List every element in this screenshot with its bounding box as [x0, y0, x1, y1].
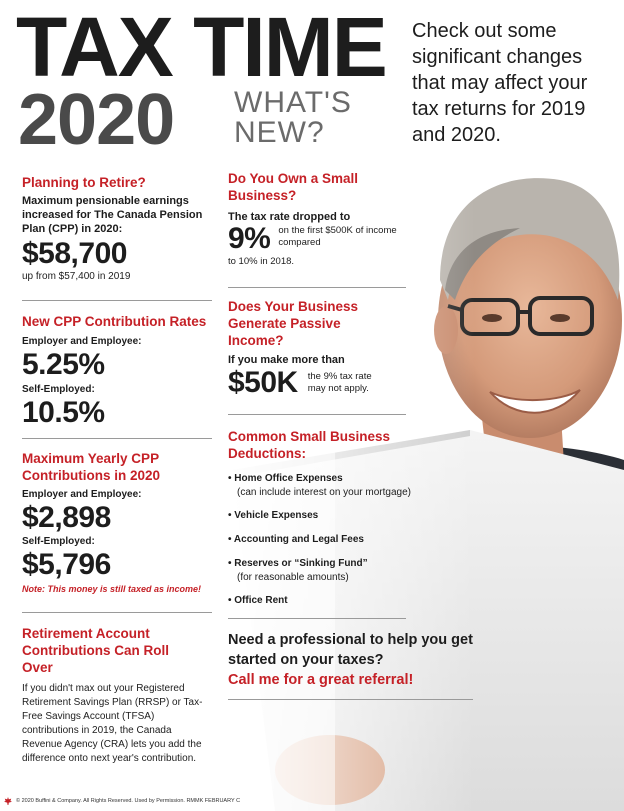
rollover-title: Retirement Account Contributions Can Roll Over: [22, 626, 169, 675]
cta-question: Need a professional to help you get started on your taxes?: [228, 632, 473, 668]
whats-new-heading: [234, 88, 352, 148]
passive-income-lead: If you make more than: [228, 354, 345, 366]
intro-text: Check out some significant changes that may affect your tax returns for 2019 and 2020.: [412, 20, 588, 146]
rates-section: [22, 313, 222, 429]
max-employer-label: Employer and Employee:: [22, 489, 142, 500]
retire-section: [22, 174, 222, 283]
list-item: [228, 529, 418, 547]
small-business-section: [228, 170, 408, 268]
list-item: [228, 553, 418, 584]
list-item: [228, 468, 418, 499]
retire-sub: up from $57,400 in 2019: [22, 271, 131, 282]
deductions-section: [228, 428, 418, 614]
passive-income-section: [228, 298, 418, 399]
rates-employer-value: 5.25%: [22, 348, 105, 381]
deduction-name: • Office Rent: [228, 595, 288, 606]
small-business-tail: to 10% in 2018.: [228, 256, 295, 267]
deductions-list: [228, 468, 418, 608]
rates-self-label: Self-Employed:: [22, 384, 95, 395]
poster-year: 2020: [18, 80, 175, 160]
call-to-action: [228, 630, 478, 690]
income-tax-note: Note: This money is still taxed as income!: [22, 584, 202, 594]
deduction-note: (for reasonable amounts): [237, 572, 349, 583]
cta-referral-line: Call me for a great referral!: [228, 672, 414, 688]
max-contrib-section: [22, 450, 222, 595]
whats-new-line2: NEW?: [234, 116, 325, 149]
divider: [228, 699, 473, 700]
passive-income-threshold: $50K: [228, 366, 298, 399]
deduction-name: • Vehicle Expenses: [228, 510, 318, 521]
max-contrib-title: Maximum Yearly CPP Contributions in 2020: [22, 451, 161, 483]
list-item: [228, 505, 418, 523]
deduction-name: • Home Office Expenses: [228, 473, 343, 484]
small-business-rate: 9%: [228, 222, 271, 255]
divider: [22, 438, 212, 439]
rates-employer-label: Employer and Employee:: [22, 336, 142, 347]
poster-title: TAX TIME: [16, 0, 386, 94]
passive-income-title: Does Your Business Generate Passive Income?: [228, 299, 359, 348]
whats-new-line1: WHAT'S: [234, 86, 352, 119]
small-business-title: Do You Own a Small Business?: [228, 171, 359, 203]
divider: [22, 612, 212, 613]
retire-desc: Maximum pensionable earnings increased for The Canada Pension Plan (CPP) in 2020:: [22, 195, 203, 235]
retire-title: Planning to Retire?: [22, 175, 146, 190]
small-business-lead: The tax rate dropped to: [228, 211, 351, 223]
list-item: [228, 590, 418, 608]
max-self-label: Self-Employed:: [22, 536, 95, 547]
rollover-section: [22, 625, 212, 766]
deductions-title: Common Small Business Deductions:: [228, 429, 391, 461]
retire-amount: $58,700: [22, 237, 127, 270]
divider: [228, 414, 406, 415]
max-self-value: $5,796: [22, 548, 111, 581]
rollover-body: If you didn't max out your Registered Retirement Savings Plan (RRSP) or Tax-Free Savings Account (TFSA) contributions in 2019, the Canada Revenue Agency (CRA) lets you add the difference onto next year's contribution.: [22, 683, 203, 764]
deduction-note: (can include interest on your mortgage): [237, 487, 411, 498]
copyright-footer: © 2020 Buffini & Company. All Rights Reserved. Used by Permission. RMMK FEBRUARY C: [16, 798, 241, 804]
deduction-name: • Accounting and Legal Fees: [228, 534, 364, 545]
max-employer-value: $2,898: [22, 501, 111, 534]
divider: [22, 300, 212, 301]
divider: [228, 618, 406, 619]
passive-income-side: the 9% tax rate may not apply.: [307, 371, 372, 394]
rates-self-value: 10.5%: [22, 396, 105, 429]
maple-leaf-icon: [4, 797, 12, 805]
divider: [228, 287, 406, 288]
rates-title: New CPP Contribution Rates: [22, 314, 207, 329]
small-business-side: on the first $500K of income compared: [278, 225, 397, 248]
deduction-name: • Reserves or “Sinking Fund”: [228, 558, 368, 569]
